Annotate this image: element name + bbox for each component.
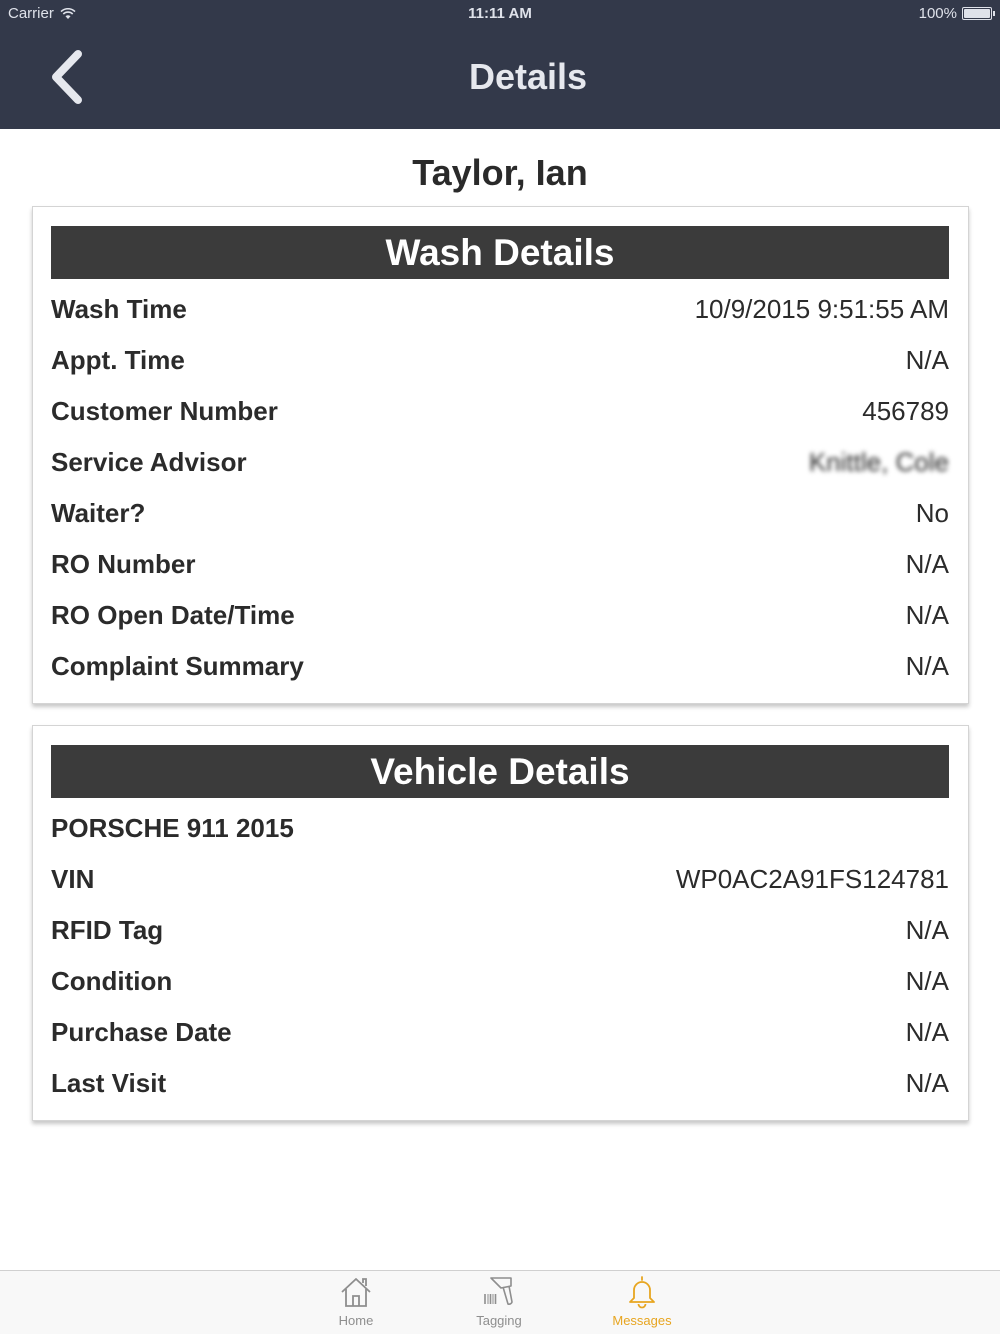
- detail-label: RO Number: [51, 549, 196, 579]
- detail-value: N/A: [905, 651, 949, 681]
- customer-name: Taylor, Ian: [412, 152, 588, 193]
- bell-icon: [624, 1274, 660, 1310]
- status-bar: [0, 0, 1000, 28]
- detail-label: Appt. Time: [51, 345, 185, 375]
- page-title: Details: [468, 56, 588, 97]
- detail-label: Condition: [51, 966, 173, 996]
- tab-bar: [0, 1270, 1000, 1334]
- wash-details-header: Wash Details: [51, 226, 949, 279]
- detail-value: WP0AC2A91FS124781: [675, 864, 949, 894]
- detail-label: Service Advisor: [51, 447, 247, 477]
- vehicle-details-rows: [51, 803, 949, 1109]
- navigation-bar: [0, 0, 1000, 129]
- detail-row-ro-number: [51, 539, 949, 590]
- wash-details-rows: [51, 284, 949, 692]
- detail-value: N/A: [905, 1068, 949, 1098]
- detail-label: RFID Tag: [51, 915, 164, 945]
- detail-row-complaint-summary: [51, 641, 949, 692]
- vehicle-details-card: [32, 725, 969, 1121]
- home-icon: [338, 1274, 374, 1310]
- detail-value: 456789: [862, 396, 949, 426]
- detail-label: Last Visit: [51, 1068, 167, 1098]
- battery-indicator: [919, 5, 992, 22]
- detail-value: N/A: [905, 600, 949, 630]
- detail-value: N/A: [905, 966, 949, 996]
- detail-value: N/A: [905, 345, 949, 375]
- tab-home[interactable]: [301, 1274, 411, 1328]
- detail-label: Purchase Date: [51, 1017, 232, 1047]
- detail-value: 10/9/2015 9:51:55 AM: [694, 294, 949, 324]
- detail-row-customer-number: [51, 386, 949, 437]
- tab-label: Messages: [612, 1313, 672, 1328]
- detail-row-last-visit: [51, 1058, 949, 1109]
- barcode-scanner-icon: [481, 1274, 517, 1310]
- vehicle-name-row: [51, 803, 949, 854]
- wash-details-card: [32, 206, 969, 704]
- detail-label: Waiter?: [51, 498, 146, 528]
- tab-label: Home: [338, 1313, 374, 1328]
- vehicle-details-header: Vehicle Details: [51, 745, 949, 798]
- carrier-label: Carrier: [8, 5, 54, 22]
- detail-label: Wash Time: [51, 294, 187, 324]
- detail-label: RO Open Date/Time: [51, 600, 295, 630]
- detail-value: N/A: [905, 549, 949, 579]
- vehicle-name: PORSCHE 911 2015: [51, 813, 294, 843]
- detail-value-redacted: Knittle, Cole: [808, 447, 949, 477]
- detail-row-vin: [51, 854, 949, 905]
- tab-messages[interactable]: [587, 1274, 697, 1328]
- detail-row-purchase-date: [51, 1007, 949, 1058]
- tab-label: Tagging: [476, 1313, 522, 1328]
- detail-value: No: [915, 498, 949, 528]
- detail-value: N/A: [905, 915, 949, 945]
- detail-row-service-advisor: [51, 437, 949, 488]
- detail-row-appt-time: [51, 335, 949, 386]
- detail-label: Complaint Summary: [51, 651, 304, 681]
- detail-row-condition: [51, 956, 949, 1007]
- detail-row-rfid-tag: [51, 905, 949, 956]
- battery-percent: 100%: [918, 5, 957, 22]
- detail-row-waiter: [51, 488, 949, 539]
- detail-row-wash-time: [51, 284, 949, 335]
- battery-icon: [962, 7, 992, 20]
- detail-label: VIN: [51, 864, 95, 894]
- tab-tagging[interactable]: [444, 1274, 554, 1328]
- detail-label: Customer Number: [51, 396, 278, 426]
- detail-row-ro-open-date: [51, 590, 949, 641]
- detail-value: N/A: [905, 1017, 949, 1047]
- status-time: 11:11 AM: [468, 5, 532, 22]
